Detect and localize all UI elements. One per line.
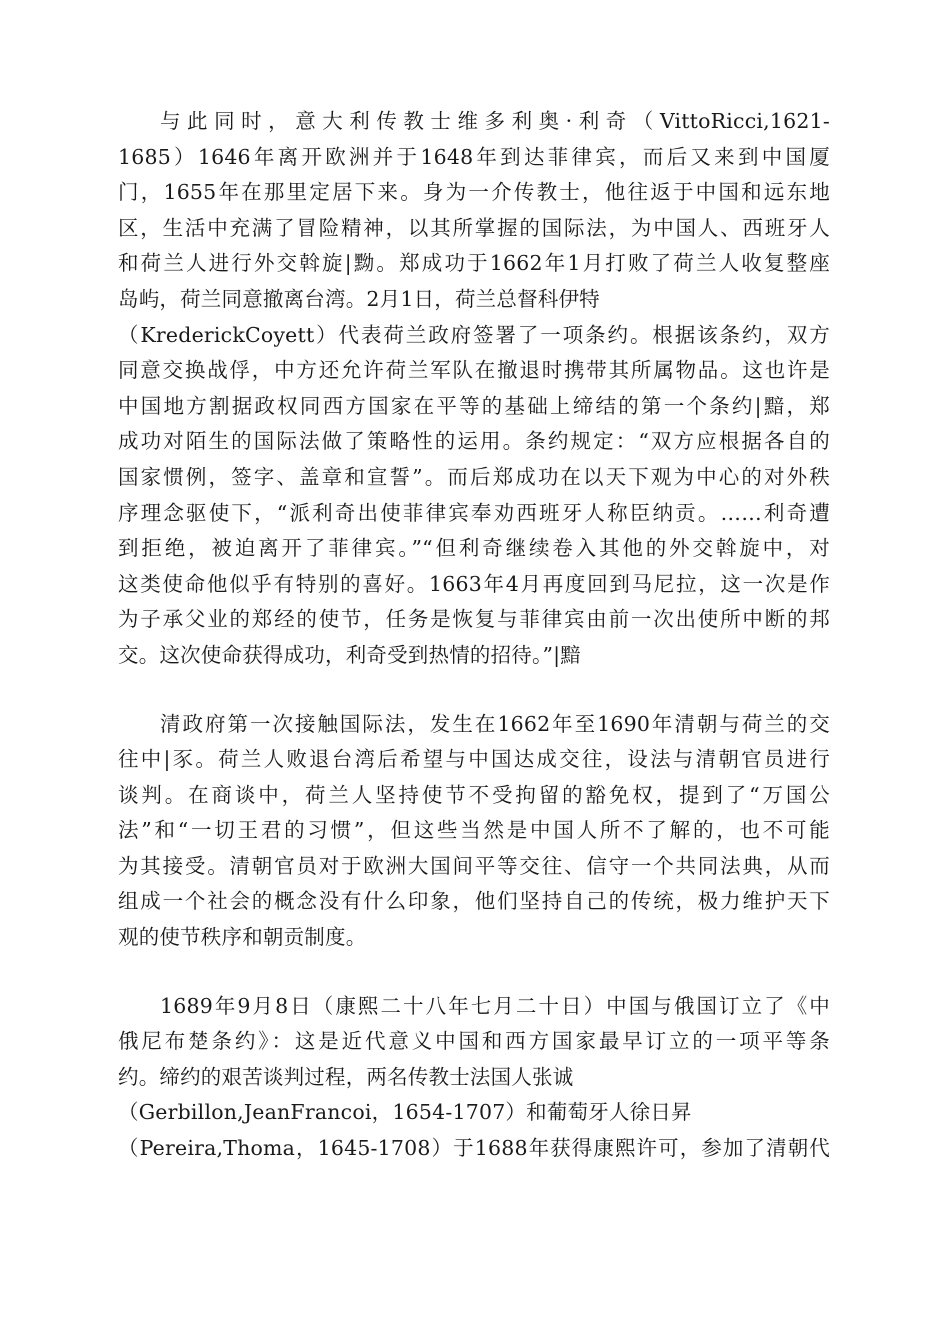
text-line: 俄尼布楚条约》：这是近代意义中国和西方国家最早订立的一项平等条 bbox=[118, 1029, 830, 1054]
text-line: 交。这次使命获得成功，利奇受到热情的招待。”|黯 bbox=[118, 642, 581, 667]
text-line: 序理念驱使下，“派利奇出使菲律宾奉劝西班牙人称臣纳贡。……利奇遭 bbox=[118, 500, 830, 525]
text-line: 这类使命他似乎有特别的喜好。1663年4月再度回到马尼拉，这一次是作 bbox=[118, 571, 830, 596]
text-line: 组成一个社会的概念没有什么印象，他们坚持自己的传统，极力维护天下 bbox=[118, 889, 830, 914]
text-line: 1689年9月8日（康熙二十八年七月二十日）中国与俄国订立了《中 bbox=[160, 993, 830, 1018]
text-line: 为其接受。清朝官员对于欧洲大国间平等交往、信守一个共同法典，从而 bbox=[118, 853, 830, 878]
text-line: （Gerbillon,JeanFrancoi，1654-1707）和葡萄牙人徐日昇 bbox=[118, 1100, 692, 1125]
text-line: 中国地方割据政权同西方国家在平等的基础上缔结的第一个条约|黯，郑 bbox=[118, 393, 830, 418]
text-line: 谈判。在商谈中，荷兰人坚持使节不受拘留的豁免权，提到了“万国公 bbox=[118, 782, 830, 807]
text-line: 区，生活中充满了冒险精神，以其所掌握的国际法，为中国人、西班牙人 bbox=[118, 215, 830, 240]
text-line: （KrederickCoyett）代表荷兰政府签署了一项条约。根据该条约，双方 bbox=[118, 322, 830, 347]
text-line: 成功对陌生的国际法做了策略性的运用。条约规定：“双方应根据各自的 bbox=[118, 429, 830, 454]
paragraph-2 bbox=[118, 707, 830, 956]
paragraph-3 bbox=[118, 989, 830, 1167]
text-line: 为子承父业的郑经的使节，任务是恢复与菲律宾由前一次出使所中断的邦 bbox=[118, 607, 830, 632]
text-line: 到拒绝，被迫离开了菲律宾。”“但利奇继续卷入其他的外交斡旋中，对 bbox=[118, 536, 830, 561]
text-line: 和荷兰人进行外交斡旋|黝。郑成功于1662年1月打败了荷兰人收复整座 bbox=[118, 251, 830, 276]
text-line: 法”和“一切王君的习惯”，但这些当然是中国人所不了解的，也不可能 bbox=[118, 818, 830, 843]
text-line: 岛屿，荷兰同意撤离台湾。2月1日，荷兰总督科伊特 bbox=[118, 286, 600, 311]
text-line: 观的使节秩序和朝贡制度。 bbox=[118, 925, 367, 950]
text-line: 约。缔约的艰苦谈判过程，两名传教士法国人张诚 bbox=[118, 1064, 574, 1089]
document-page bbox=[118, 104, 830, 1200]
text-line: 往中|豕。荷兰人败退台湾后希望与中国达成交往，设法与清朝官员进行 bbox=[118, 747, 830, 772]
text-line: 国家惯例，签字、盖章和宣誓”。而后郑成功在以天下观为中心的对外秩 bbox=[118, 464, 830, 489]
text-line: 清政府第一次接触国际法，发生在1662年至1690年清朝与荷兰的交 bbox=[160, 711, 830, 736]
text-line: 门，1655年在那里定居下来。身为一介传教士，他往返于中国和远东地 bbox=[118, 180, 830, 205]
text-line: 同意交换战俘，中方还允许荷兰军队在撤退时携带其所属物品。这也许是 bbox=[118, 358, 830, 383]
text-line: 1685）1646年离开欧洲并于1648年到达菲律宾，而后又来到中国厦 bbox=[118, 144, 830, 169]
text-line: 与此同时，意大利传教士维多利奥·利奇（VittoRicci,1621- bbox=[160, 109, 830, 133]
paragraph-1 bbox=[118, 104, 830, 674]
text-line: （Pereira,Thoma，1645-1708）于1688年获得康熙许可，参加了清朝代 bbox=[118, 1136, 830, 1161]
